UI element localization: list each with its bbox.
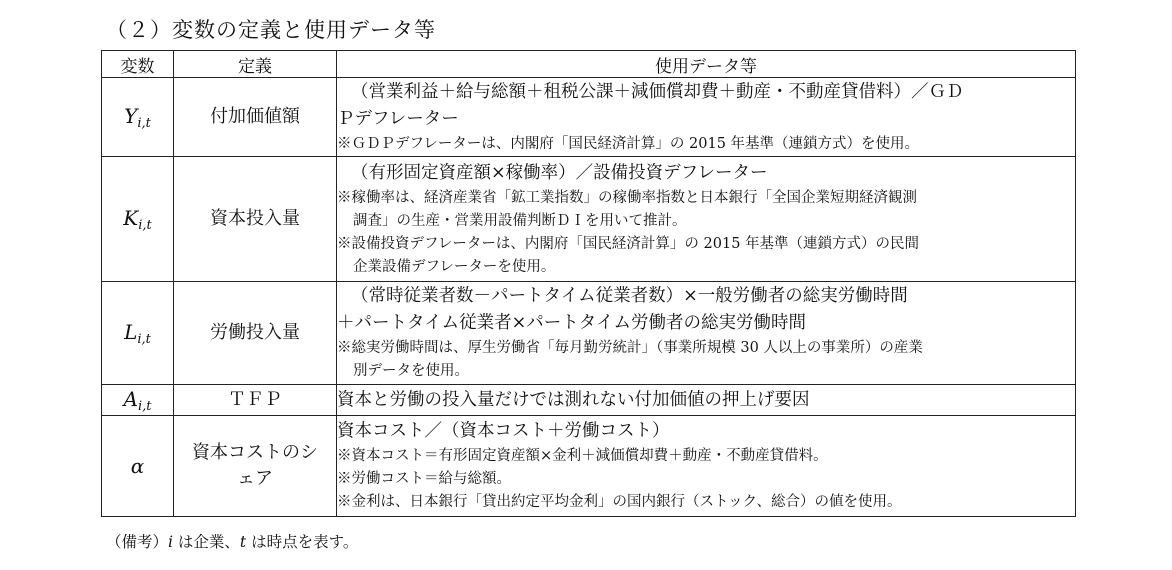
variables-table bbox=[101, 50, 1076, 517]
data-note: ※稼働率は、経済産業省「鉱工業指数」の稼働率指数と日本銀行「全国企業短期経済観測 bbox=[337, 189, 917, 206]
header-definition: 定義 bbox=[174, 51, 337, 78]
footnote-var-t: t bbox=[239, 533, 247, 551]
table-header-row bbox=[102, 51, 1076, 78]
footnote-suffix: は時点を表す。 bbox=[246, 533, 359, 551]
table-row-a bbox=[102, 385, 1076, 416]
data-note: ※設備投資デフレーターは、内閣府「国民経済計算」の 2015 年基準（連鎖方式）の民間 bbox=[337, 235, 920, 252]
table-row-y bbox=[102, 78, 1076, 157]
footnote-mid: は企業、 bbox=[172, 533, 240, 551]
definition-cell: 付加価値額 bbox=[174, 78, 337, 157]
data-main-line: ＋パートタイム従業者×パートタイム労働者の総実労働時間 bbox=[337, 313, 806, 333]
data-cell bbox=[337, 282, 1076, 385]
data-note: 調査」の生産・営業用設備判断ＤＩを用いて推計。 bbox=[353, 212, 687, 229]
table-row-alpha bbox=[102, 416, 1076, 517]
data-cell bbox=[337, 157, 1076, 282]
data-main-line: （常時従業者数－パートタイム従業者数）×一般労働者の総実労働時間 bbox=[351, 286, 908, 306]
variable-cell bbox=[102, 157, 174, 282]
definition-line: ェア bbox=[237, 468, 273, 489]
variable-symbol: K bbox=[123, 205, 139, 230]
definition-cell bbox=[174, 416, 337, 517]
data-main-line: 資本と労働の投入量だけでは測れない付加価値の押上げ要因 bbox=[337, 389, 810, 410]
variable-cell bbox=[102, 385, 174, 416]
definition-cell: 資本投入量 bbox=[174, 157, 337, 282]
data-note: 別データを使用。 bbox=[353, 363, 469, 379]
variable-cell bbox=[102, 282, 174, 385]
header-variable: 変数 bbox=[102, 51, 174, 78]
data-note: 企業設備デフレーターを使用。 bbox=[353, 258, 556, 275]
variable-symbol: α bbox=[130, 454, 145, 478]
data-note: ※総実労働時間は、厚生労働省「毎月勤労統計」（事業所規模 30 人以上の事業所）の産業 bbox=[337, 340, 923, 356]
variable-subscript: i,t bbox=[137, 331, 151, 347]
variable-symbol: A bbox=[123, 386, 138, 411]
table-row-l bbox=[102, 282, 1076, 385]
definition-cell: 労働投入量 bbox=[174, 282, 337, 385]
footnote bbox=[106, 530, 358, 552]
variable-symbol: Y bbox=[124, 103, 138, 128]
data-main-line: 資本コスト／（資本コスト＋労働コスト） bbox=[337, 421, 670, 441]
variable-subscript: i,t bbox=[138, 217, 152, 233]
data-main-line: （営業利益＋給与総額＋租税公課＋減価償却費＋動産・不動産貸借料）／ＧＤ bbox=[351, 81, 964, 102]
data-main-line: （有形固定資産額×稼働率）／設備投資デフレーター bbox=[351, 162, 768, 183]
footnote-var-i: i bbox=[168, 533, 173, 551]
data-note: ※資本コスト＝有形固定資産額×金利＋減価償却費＋動産・不動産貸借料。 bbox=[337, 448, 828, 464]
variable-subscript: i,t bbox=[137, 398, 152, 414]
footnote-prefix: （備考） bbox=[106, 533, 169, 551]
variable-subscript: i,t bbox=[137, 115, 151, 131]
table-row-k bbox=[102, 157, 1076, 282]
header-data: 使用データ等 bbox=[337, 51, 1076, 78]
definition-line: 資本コストのシ bbox=[192, 442, 318, 463]
section-title: （２）変数の定義と使用データ等 bbox=[106, 18, 436, 42]
variable-symbol: L bbox=[124, 319, 138, 344]
data-main-line: Ｐデフレーター bbox=[337, 108, 459, 129]
data-note: ※労働コスト＝給与総額。 bbox=[337, 471, 511, 487]
data-cell bbox=[337, 78, 1076, 157]
data-cell bbox=[337, 385, 1076, 416]
definition-cell: ＴＦＰ bbox=[174, 385, 337, 416]
data-note: ※ＧＤＰデフレーターは、内閣府「国民経済計算」の 2015 年基準（連鎖方式）を使用。 bbox=[337, 135, 920, 152]
variable-cell bbox=[102, 78, 174, 157]
variable-cell bbox=[102, 416, 174, 517]
data-cell bbox=[337, 416, 1076, 517]
data-note: ※金利は、日本銀行「貸出約定平均金利」の国内銀行（ストック、総合）の値を使用。 bbox=[337, 494, 902, 510]
